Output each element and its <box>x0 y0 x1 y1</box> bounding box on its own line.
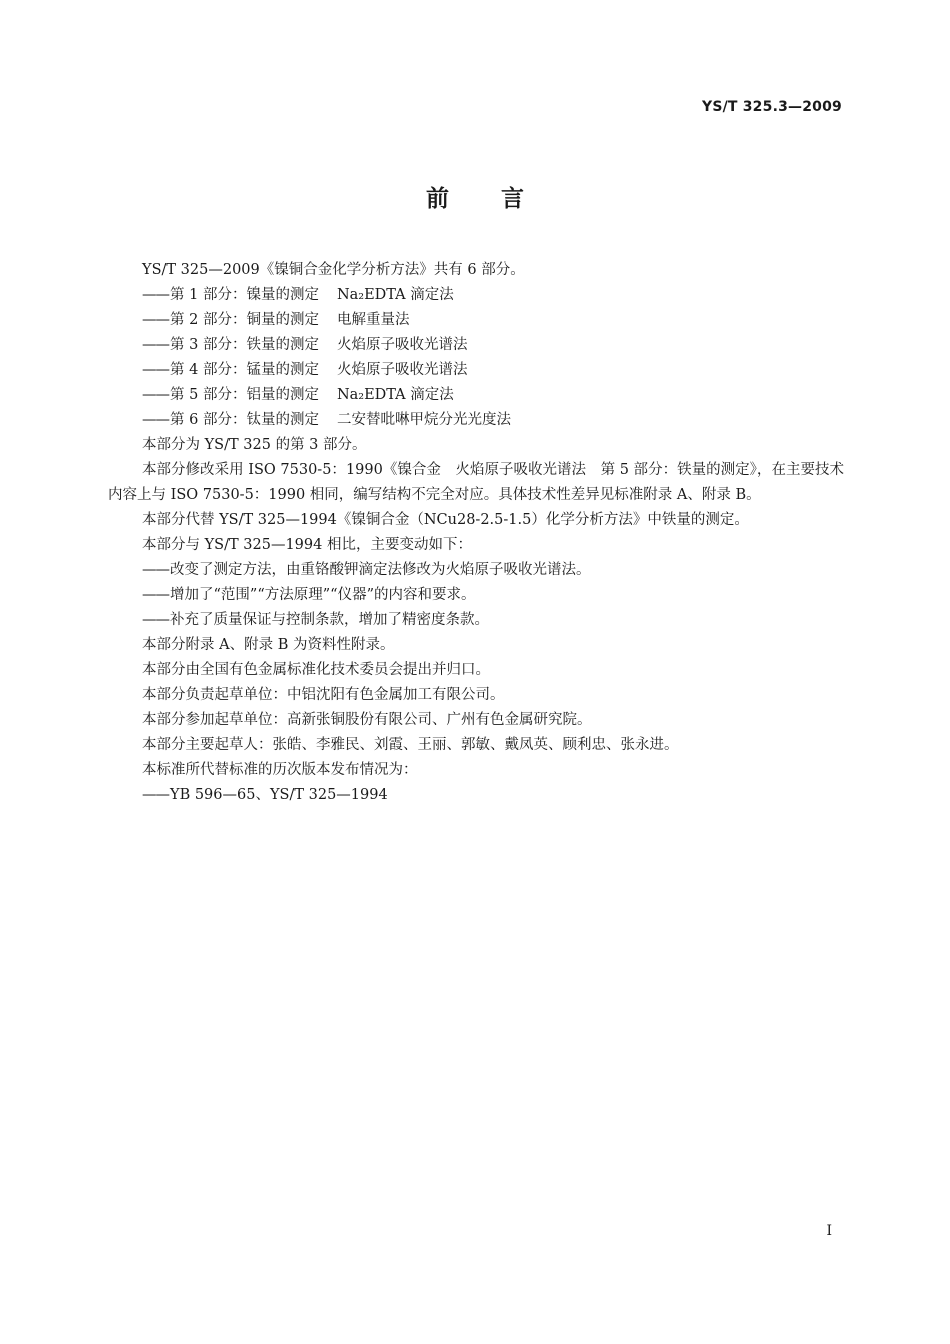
paragraph <box>108 658 844 683</box>
method-name: 二安替吡啉甲烷分光光度法 <box>336 412 511 428</box>
paragraph-text: 补充了质量保证与控制条款，增加了精密度条款。 <box>170 612 489 628</box>
paragraph-text: 第 3 部分：铁量的测定 <box>170 337 319 353</box>
paragraph-text: 本部分参加起草单位：高新张铜股份有限公司、广州有色金属研究院。 <box>142 712 592 728</box>
em-dash-bullet: —— <box>142 312 169 328</box>
list-item <box>108 558 844 583</box>
paragraph-text: 本部分负责起草单位：中铝沈阳有色金属加工有限公司。 <box>142 687 505 703</box>
paragraph <box>108 708 844 733</box>
em-dash-bullet: —— <box>142 562 169 578</box>
paragraph-text: 改变了测定方法，由重铬酸钾滴定法修改为火焰原子吸收光谱法。 <box>170 562 591 578</box>
list-item <box>108 283 844 308</box>
paragraph-text: 本标准所代替标准的历次版本发布情况为： <box>142 762 418 778</box>
em-dash-bullet: —— <box>142 387 169 403</box>
paragraph-text: 第 6 部分：钛量的测定 <box>170 412 319 428</box>
page-number: I <box>826 1223 832 1239</box>
list-item <box>108 408 844 433</box>
paragraph <box>108 458 844 508</box>
em-dash-bullet: —— <box>142 362 169 378</box>
em-dash-bullet: —— <box>142 787 169 803</box>
em-dash-bullet: —— <box>142 287 169 303</box>
paragraph <box>108 733 844 758</box>
paragraph <box>108 533 844 558</box>
paragraph-text: YS/T 325—2009《镍铜合金化学分析方法》共有 6 部分。 <box>142 262 525 278</box>
method-name: 电解重量法 <box>336 312 410 328</box>
list-item <box>108 583 844 608</box>
list-item <box>108 308 844 333</box>
method-name: 火焰原子吸收光谱法 <box>336 362 468 378</box>
paragraph-text: 第 2 部分：铜量的测定 <box>170 312 319 328</box>
paragraph-text: 第 5 部分：铝量的测定 <box>170 387 319 403</box>
paragraph <box>108 683 844 708</box>
paragraph-text: 本部分附录 A、附录 B 为资料性附录。 <box>142 637 395 653</box>
paragraph-text: 本部分代替 YS/T 325—1994《镍铜合金（NCu28-2.5-1.5）化学分析方法》中铁量的测定。 <box>142 512 749 528</box>
paragraph-text: 本部分主要起草人：张皓、李雅民、刘霞、王丽、郭敏、戴凤英、顾利忠、张永进。 <box>142 737 679 753</box>
paragraph-text: 本部分由全国有色金属标准化技术委员会提出并归口。 <box>142 662 490 678</box>
list-item <box>108 383 844 408</box>
method-name: Na₂EDTA 滴定法 <box>336 387 454 403</box>
page-title: 前言 <box>426 186 576 212</box>
paragraph-text: 本部分修改采用 ISO 7530-5：1990《镍合金 火焰原子吸收光谱法 第 5 部分：铁量的测定》，在主要技术内容上与 ISO 7530-5：1990 相同，编写结构不完全对应。具体技术性差异见标准附录 A、附录 B。 <box>108 462 844 503</box>
em-dash-bullet: —— <box>142 337 169 353</box>
list-item <box>108 783 844 808</box>
paragraph <box>108 508 844 533</box>
paragraph-text: 第 4 部分：锰量的测定 <box>170 362 319 378</box>
standard-code: YS/T 325.3—2009 <box>701 99 842 115</box>
list-item <box>108 333 844 358</box>
paragraph-text: YB 596—65、YS/T 325—1994 <box>170 787 388 803</box>
list-item <box>108 358 844 383</box>
paragraph-text: 本部分与 YS/T 325—1994 相比，主要变动如下： <box>142 537 472 553</box>
em-dash-bullet: —— <box>142 412 169 428</box>
paragraph <box>108 758 844 783</box>
paragraph <box>108 633 844 658</box>
paragraph <box>108 433 844 458</box>
paragraph-text: 第 1 部分：镍量的测定 <box>170 287 319 303</box>
paragraph-text: 本部分为 YS/T 325 的第 3 部分。 <box>142 437 367 453</box>
paragraph <box>108 258 844 283</box>
em-dash-bullet: —— <box>142 612 169 628</box>
list-item <box>108 608 844 633</box>
em-dash-bullet: —— <box>142 587 169 603</box>
paragraph-text: 增加了“范围”“方法原理”“仪器”的内容和要求。 <box>170 587 476 603</box>
method-name: 火焰原子吸收光谱法 <box>336 337 468 353</box>
method-name: Na₂EDTA 滴定法 <box>336 287 454 303</box>
foreword-body <box>108 258 844 808</box>
